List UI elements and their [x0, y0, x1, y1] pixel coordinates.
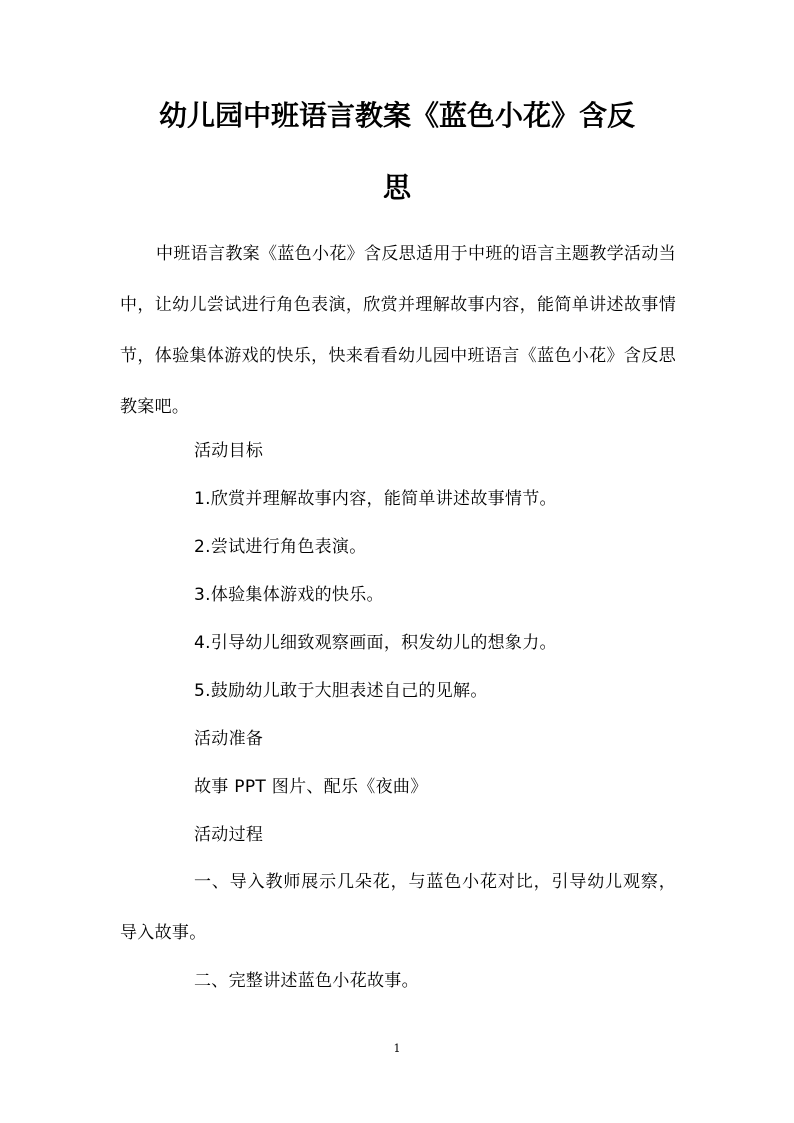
goal-item-5: 5.鼓励幼儿敢于大胆表述自己的见解。: [194, 681, 488, 701]
prep-text: 故事 PPT 图片、配乐《夜曲》: [194, 777, 428, 797]
document-title-line-2: 思: [382, 171, 411, 204]
process-heading: 活动过程: [194, 825, 264, 845]
goals-heading: 活动目标: [194, 441, 264, 461]
process-step-2: 二、完整讲述蓝色小花故事。: [194, 971, 419, 991]
goal-item-1: 1.欣赏并理解故事内容，能简单讲述故事情节。: [194, 489, 557, 509]
process-step-1: 一、导入教师展示几朵花，与蓝色小花对比，引导幼儿观察，导入故事。: [120, 872, 676, 943]
goal-item-2: 2.尝试进行角色表演。: [194, 537, 367, 557]
prep-heading: 活动准备: [194, 729, 264, 749]
intro-paragraph: 中班语言教案《蓝色小花》含反思适用于中班的语言主题教学活动当中，让幼儿尝试进行角色表演，欣赏并理解故事内容，能简单讲述故事情节，体验集体游戏的快乐，快来看看幼儿园中班语言《蓝色小花》含反思教案吧。: [120, 244, 676, 417]
page-number: 1: [393, 1042, 401, 1055]
document-title-line-1: 幼儿园中班语言教案《蓝色小花》含反: [158, 99, 635, 132]
goal-item-4: 4.引导幼儿细致观察画面，积发幼儿的想象力。: [194, 633, 557, 653]
goal-item-3: 3.体验集体游戏的快乐。: [194, 585, 384, 605]
